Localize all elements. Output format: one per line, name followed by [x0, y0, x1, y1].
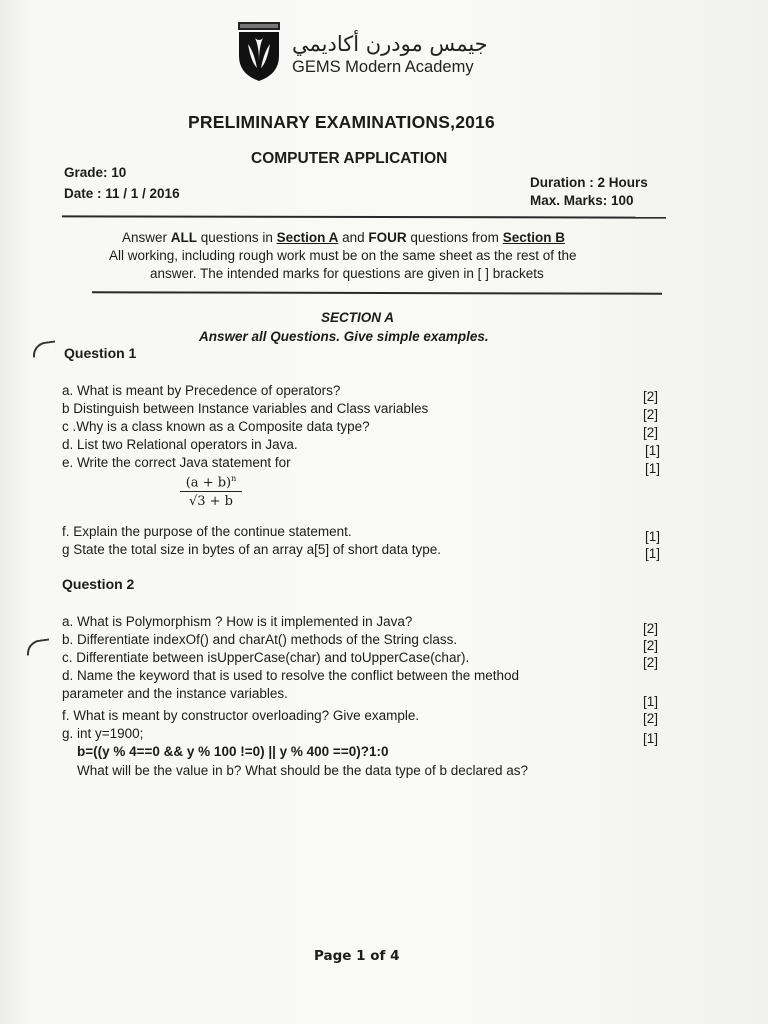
q2-item-d-cont: parameter and the instance variables.: [62, 686, 288, 701]
q2-item-d: d. Name the keyword that is used to resolve the conflict between the method: [62, 668, 520, 683]
instruction-line-3: answer. The intended marks for questions are given in [ ] brackets: [150, 266, 544, 281]
q2-item-f: f. What is meant by constructor overloading? Give example.: [62, 708, 420, 723]
q1-item-b: b Distinguish between Instance variables and Class variables: [62, 401, 429, 416]
instruction-line-1: Answer ALL questions in Section A and FOUR questions from Section B: [122, 230, 565, 245]
school-crest-logo: [236, 22, 282, 82]
q1-item-e: e. Write the correct Java statement for: [62, 455, 291, 470]
q2-mark-c: [2]: [643, 655, 659, 670]
question-2-heading: Question 2: [62, 576, 135, 592]
school-name-arabic: جيمس مودرن أكاديمي: [292, 32, 488, 56]
q2-code-line: b=((y % 4==0 && y % 100 !=0) || y % 400 ==0)?1:0: [77, 744, 389, 759]
formula-numerator: (a + b): [185, 475, 232, 491]
header-divider: [62, 215, 666, 218]
q1-mark-d: [1]: [645, 443, 661, 458]
instruction-line-2: All working, including rough work must be on the same sheet as the rest of the: [109, 248, 577, 263]
q2-mark-d: [1]: [643, 694, 659, 709]
q1-item-a: a. What is meant by Precedence of operators?: [62, 383, 341, 398]
q1-item-f: f. Explain the purpose of the continue statement.: [62, 524, 352, 539]
grade: Grade: 10: [64, 165, 127, 180]
q2-last-line: What will be the value in b? What should be the data type of b declared as?: [77, 763, 529, 778]
q1-formula: [180, 474, 242, 509]
binder-hole-mark: [31, 340, 57, 357]
q1-item-g: g State the total size in bytes of an array a[5] of short data type.: [62, 542, 441, 557]
q1-mark-g: [1]: [645, 546, 661, 561]
q2-item-a: a. What is Polymorphism ? How is it implemented in Java?: [62, 614, 413, 629]
section-a-title: SECTION A: [321, 310, 395, 325]
q2-item-c: c. Differentiate between isUpperCase(char) and toUpperCase(char).: [62, 650, 470, 665]
q1-mark-c: [2]: [643, 425, 659, 440]
q2-mark-g: [1]: [643, 731, 659, 746]
exam-title: PRELIMINARY EXAMINATIONS,2016: [188, 112, 495, 132]
exam-date: Date : 11 / 1 / 2016: [64, 186, 180, 201]
school-name: GEMS Modern Academy: [292, 58, 474, 76]
instruction-divider: [92, 291, 662, 294]
q1-mark-b: [2]: [643, 407, 659, 422]
q1-item-c: c .Why is a class known as a Composite data type?: [62, 419, 370, 434]
question-1-heading: Question 1: [64, 345, 137, 361]
q1-mark-a: [2]: [643, 389, 659, 404]
q2-mark-a: [2]: [643, 621, 659, 636]
duration: Duration : 2 Hours: [530, 175, 648, 190]
binder-hole-mark: [25, 638, 51, 655]
page-number: Page 1 of 4: [314, 948, 400, 964]
q1-mark-e: [1]: [645, 461, 661, 476]
q2-item-b: b. Differentiate indexOf() and charAt() methods of the String class.: [62, 632, 458, 647]
subject-title: COMPUTER APPLICATION: [251, 150, 448, 167]
q1-item-d: d. List two Relational operators in Java.: [62, 437, 298, 452]
q2-mark-f: [2]: [643, 711, 659, 726]
formula-denominator: √3 + b: [188, 494, 234, 510]
section-a-instruction: Answer all Questions. Give simple examples.: [199, 329, 489, 344]
formula-exponent: n: [231, 474, 237, 483]
q1-mark-f: [1]: [645, 529, 661, 544]
max-marks: Max. Marks: 100: [530, 193, 634, 208]
q2-mark-b: [2]: [643, 638, 659, 653]
q2-item-g: g. int y=1900;: [62, 726, 144, 741]
